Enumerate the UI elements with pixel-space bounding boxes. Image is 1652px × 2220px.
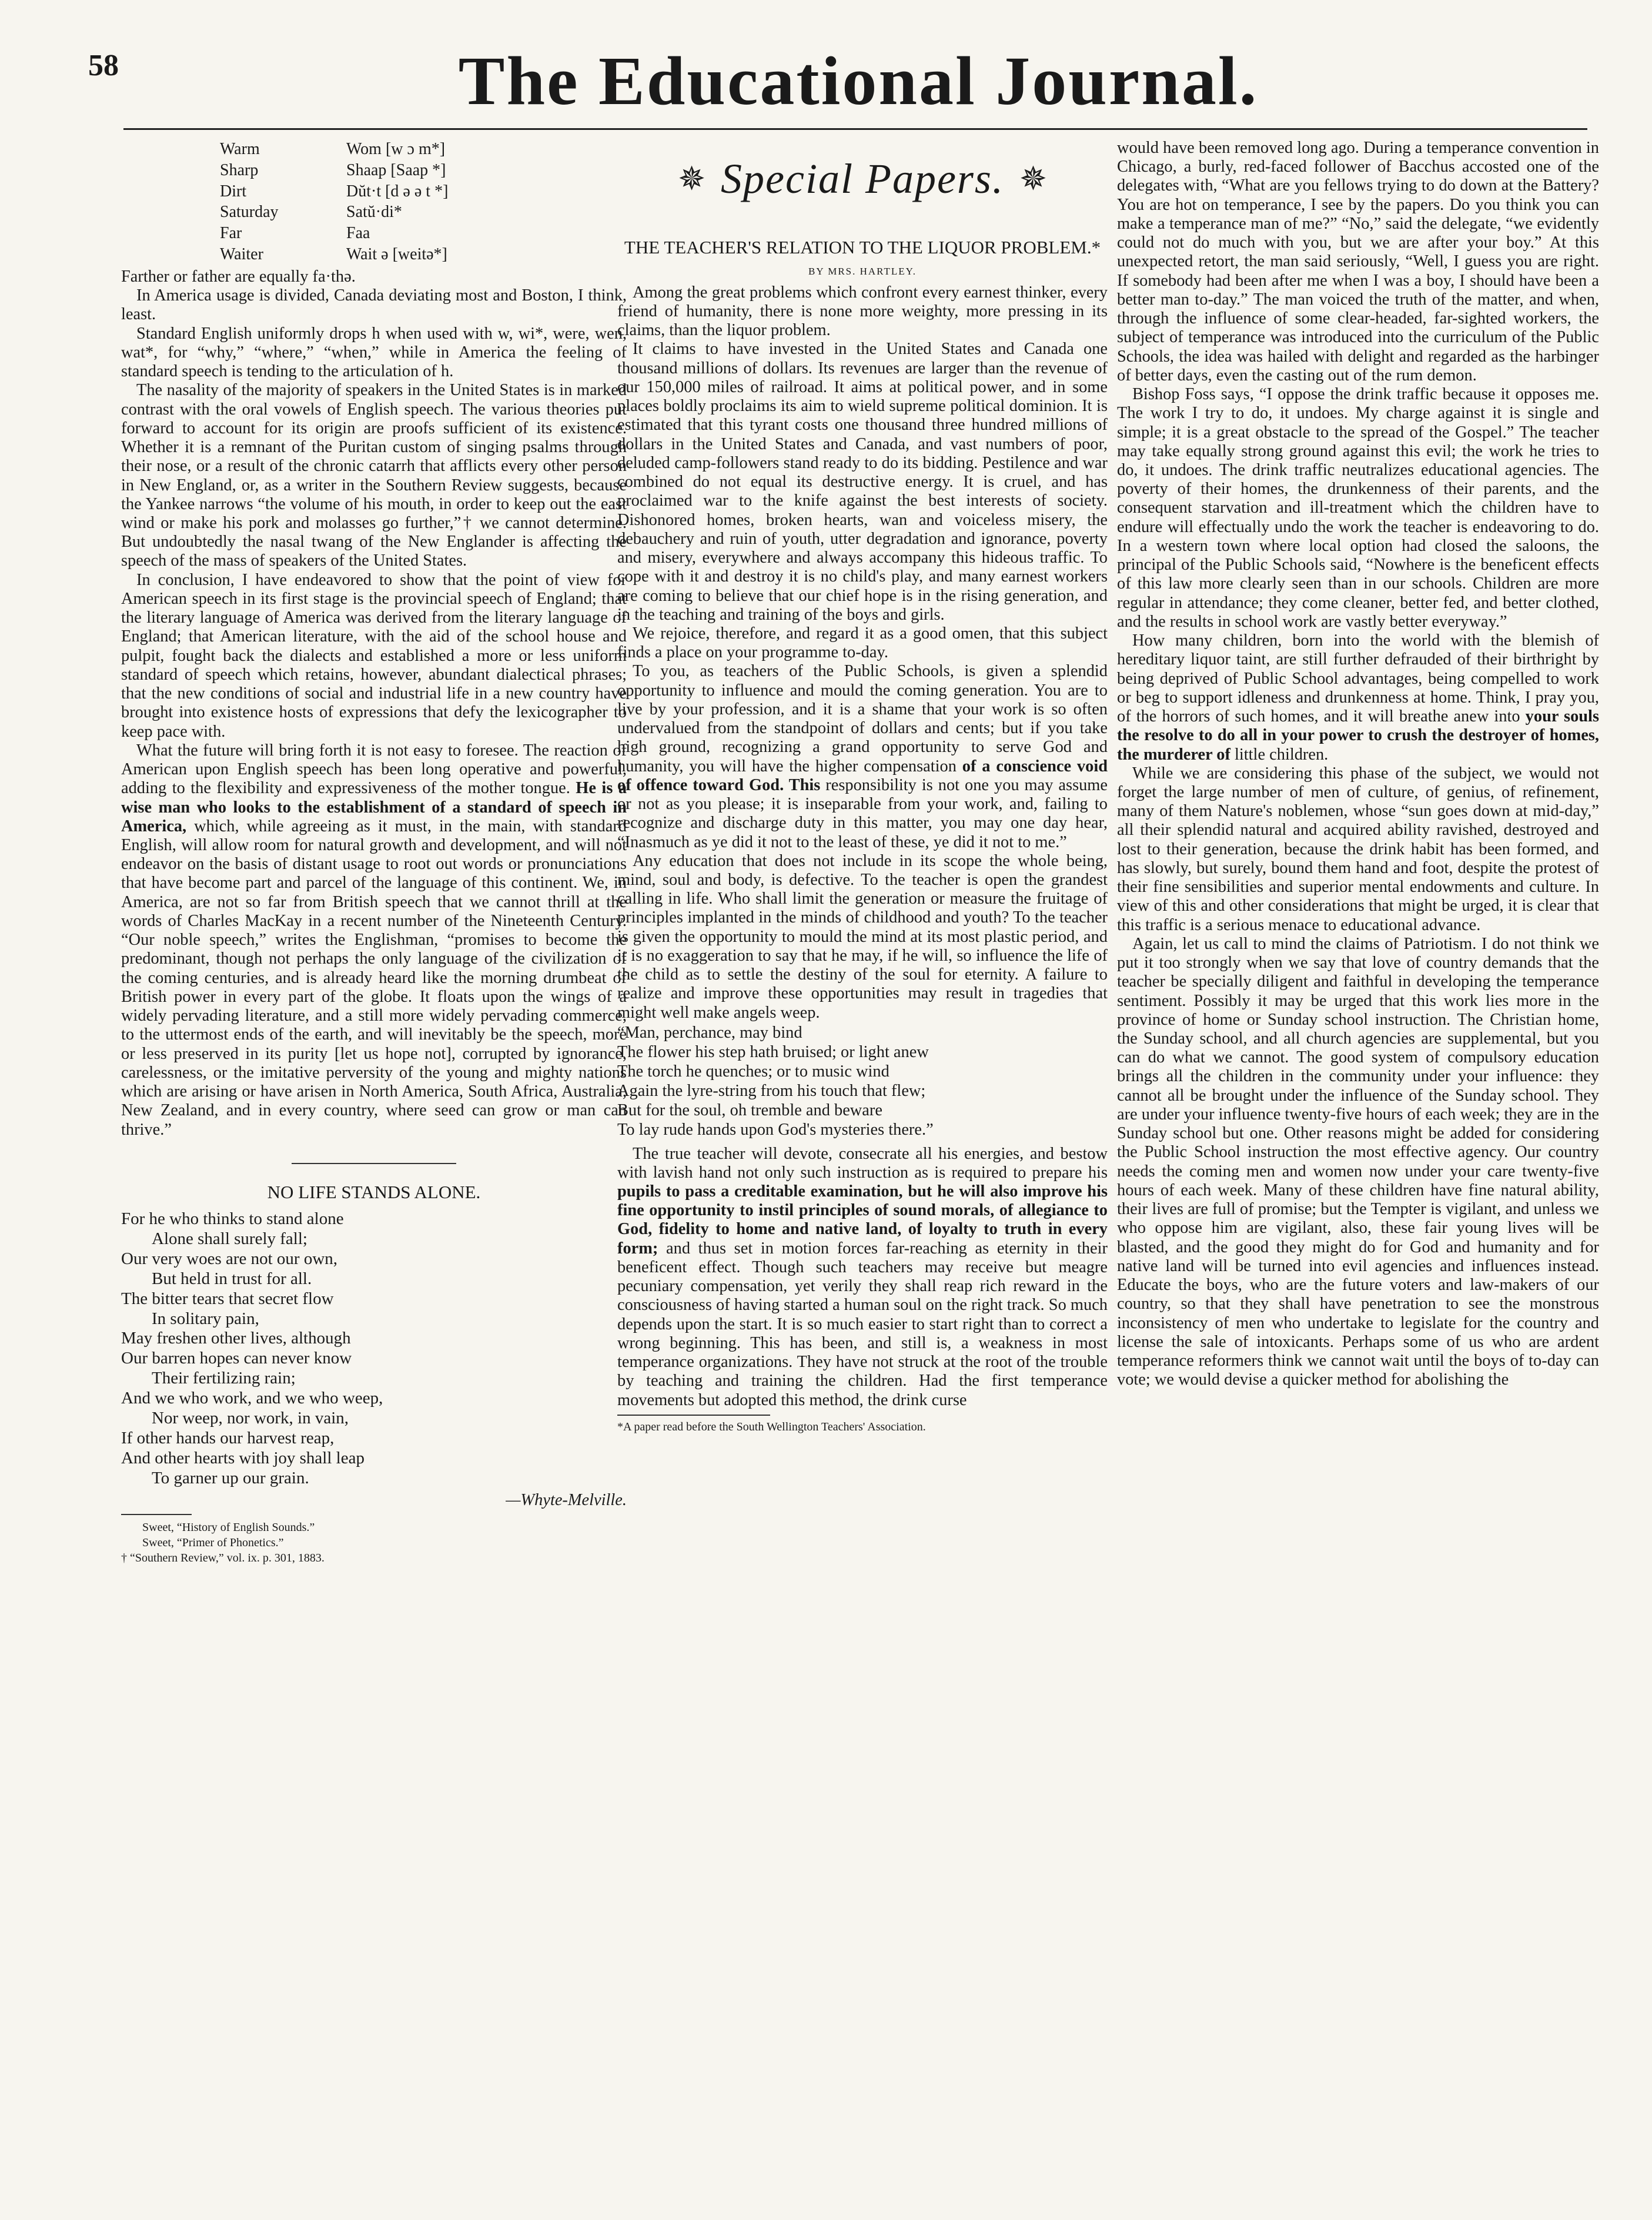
paragraph: Among the great problems which confront every earnest thinker, every friend of humanity, there is none more weighty, more pressing in its claims, than the liquor problem. (617, 283, 1108, 340)
pronunciation-row (220, 139, 627, 160)
poem-line: And other hearts with joy shall leap (121, 1448, 364, 1467)
footnote: † “Southern Review,” vol. ix. p. 301, 1883. (121, 1551, 325, 1564)
text-run: How many children, born into the world with the blemish of hereditary liquor taint, are still further defrauded of their birthright by being deprived of Public School advantages, being compelled to work or beg to support idleness and drunkenness at home. Think, I pray you, of the horrors of such homes, and it will breathe anew into (1117, 631, 1599, 726)
verse-line: To lay rude hands upon God's mysteries there.” (617, 1120, 934, 1139)
journal-masthead: The Educational Journal. (458, 42, 1259, 119)
paragraph: Bishop Foss says, “I oppose the drink traffic because it opposes me. The work I try to do, it undoes. My charge against it is single and simple; it is a great obstacle to the spread of the Gospel.” The teacher may take equally strong ground against this evil; the work he tries to do, it undoes. The drink traffic neutralizes educational agencies. The poverty of their homes, the drunkenness of their parents, and the consequent starvation and ill-treatment which the children have to endure will effectually undo the work the teacher is endeavoring to do. In a western town where local option had closed the saloons, the principal of the Public Schools said, “Nowhere is the beneficent effects of this law more clearly seen than in our schools. Children are more regular in attendance; they come cleaner, better fed, and better clothed, and the results in school work are vastly better everyway.” (1117, 385, 1599, 631)
page-number: 58 (88, 49, 119, 82)
paragraph: Farther or father are equally fa·thə. (121, 267, 356, 286)
article-byline: BY MRS. HARTLEY. (808, 266, 917, 278)
star-ornament-icon: ✵ (678, 161, 706, 198)
text-run: What the future will bring forth it is not easy to foresee. The reaction of American upon English speech has been long operative and powerful, adding to the flexibility and expressiveness of the mother tongue. (121, 741, 627, 798)
section-divider (292, 1163, 456, 1164)
paragraph: It claims to have invested in the United States and Canada one thousand millions of dollars. Its revenues are larger than the revenue of our 150,000 miles of railroad. It aims at political power, and in some places boldly proclaims its aim to wield supreme political dominion. It is estimated that this tyrant costs one thousand three hundred millions of dollars in the United States and Canada, and vast numbers of poor, deluded camp-followers stand ready to do its bidding. Pestilence and war combined do not equal its destructive energy. It is cruel, and has proclaimed war to the knife against the best interests of society. Dishonored homes, broken hearts, wan and voiceless misery, the debauchery and ruin of youth, utter degradation and ignorance, poverty and misery, everywhere and always accompany this hideous traffic. To cope with it and destroy it is no child's play, and many earnest workers are coming to believe that our chief hope is in the rising generation, and in the teaching and training of the boys and girls. (617, 340, 1108, 624)
pronunciation-value: Wait ə [weitə*] (346, 245, 447, 264)
pronunciation-word: Sharp (220, 161, 259, 179)
poem-line: The bitter tears that secret flow (121, 1289, 334, 1308)
pronunciation-row (220, 244, 627, 265)
verse-line: “Man, perchance, may bind (617, 1023, 802, 1042)
text-run: The true teacher will devote, consecrate all his energies, and bestow with lavish hand not only such instruction as is required to prepare his (617, 1144, 1108, 1182)
pronunciation-row (220, 160, 627, 181)
poem-line: And we who work, and we who weep, (121, 1389, 383, 1408)
text-run: which, while agreeing as it must, in the main, with standard English, will allow room for natural growth and development, and will not endeavor on the basis of distant usage to root out words or pronunciations that have become part and parcel of the language of this continent. We, in America, are not so far from British speech that we cannot thrill at the words of Charles MacKay in a recent number of the Nineteenth Century. “Our noble speech,” writes the Englishman, “promises to become the predominant, though not perhaps the only language of the civilization of the coming centuries, and is already heard like the morning drumbeat of British power in every part of the globe. It floats upon the wings of a widely pervading literature, and a still more widely pervading commerce, to the uttermost ends of the earth, and will inevitably be the speech, more or less preserved in its purity [let us hope not], corrupted by ignorance, carelessness, or the imitative perversity of the young and mighty nations which are arising or have arisen in North America, South Africa, Australia, New Zealand, and in every country, where seed can grow or man can thrive.” (121, 817, 627, 1139)
pronunciation-word: Dirt (220, 182, 247, 200)
paragraph (121, 741, 627, 1139)
text-run: responsibility is not one you may assume or not as you please; it is inseparable from your work, and, failing to recognize and discharge duty in this matter, you may one day hear, “Inasmuch as ye did it not to the least of these, ye did it not to me.” (617, 775, 1108, 851)
paragraph: Standard English uniformly drops h when used with w, wi*, were, wen, wat*, for “why,” “where,” “when,” while in America the feeling of standard speech is tending to the articulation of h. (121, 324, 627, 381)
pronunciation-value: Wom [w ɔ m*] (346, 140, 446, 158)
paragraph (617, 1145, 1108, 1410)
pronunciation-row (220, 223, 627, 244)
pronunciation-word: Waiter (220, 245, 263, 264)
pronunciation-row (220, 181, 627, 202)
poem-line: Alone shall surely fall; (152, 1229, 307, 1248)
verse-quote (617, 1024, 1108, 1140)
text-run: To you, as teachers of the Public Schools, is given a splendid opportunity to influence and mould the coming generation. You are to live by your profession, and it is a shame that your work is so often undervalued from the standpoint of dollars and cents; but if you take high ground, recognizing a grand opportunity to serve God and humanity, you will have the higher compensation (617, 662, 1108, 775)
poem-line: For he who thinks to stand alone (121, 1209, 344, 1228)
footnote-rule (617, 1415, 770, 1416)
bold-text-run: He is a wise man who looks to the establishment of a standard of speech in America, (121, 779, 627, 835)
poem-line: Nor weep, nor work, in vain, (152, 1409, 349, 1428)
poem-line: In solitary pain, (152, 1309, 259, 1328)
text-run: little children. (1230, 745, 1329, 764)
poem-title: NO LIFE STANDS ALONE. (267, 1181, 481, 1202)
paragraph (617, 662, 1108, 851)
bold-text-run: of a conscience void of offence toward God. This (617, 757, 1108, 794)
footnote: *A paper read before the South Wellington Teachers' Association. (617, 1420, 926, 1433)
pronunciation-word: Far (220, 224, 242, 243)
paragraph: The nasality of the majority of speakers in the United States is in marked contrast with the oral vowels of English speech. The various theories put forward to account for its origin are proofs sufficient of its existence. Whether it is a remnant of the Puritan custom of singing psalms through their nose, or a result of the chronic catarrh that afflicts every other person in New England, or, as a writer in the Southern Review suggests, because the Yankee narrows “the volume of his mouth, in order to keep out the east wind or make his pork and molasses go further,”† we cannot determine. But undoubtedly the nasal twang of the New Englander is affecting the speech of the mass of speakers of the United States. (121, 381, 627, 570)
paragraph: While we are considering this phase of the subject, we would not forget the large number of men of culture, of genius, of refinement, many of them Nature's noblemen, whose “sun goes down at mid-day,” all their splendid natural and acquired ability ravished, destroyed and lost to their generation, because the drink habit has been formed, and has slowly, but surely, bound them hand and foot, despite the protest of their fine sensibilities and superior mental endowments and culture. In view of this and other considerations that might be urged, it is clear that this traffic is a serious menace to educational advance. (1117, 764, 1599, 934)
poem (121, 1209, 627, 1489)
column-left (121, 139, 627, 2173)
footnote-rule (121, 1514, 192, 1515)
bold-text-run: pupils to pass a creditable examination, but he will also improve his fine opportunity to instil principles of sound morals, of allegiance to God, fidelity to home and native land, of loyalty to truth in every form; (617, 1182, 1108, 1258)
paragraph: Again, let us call to mind the claims of Patriotism. I do not think we put it too strongly when we say that love of country demands that the teacher be specially diligent and faithful in developing the temperance sentiment. Possibly it may be urged that this work lies more in the province of home or Sunday school instruction. The Christian home, the Sunday school, and all church agencies are supplemental, but you can do what we cannot. The good system of compulsory education brings all the children in the community under your influence: they cannot all be brought under the influence of the Sunday school. They are under your influence twenty-five hours of each week; they are in the Sunday school but one. Other reasons might be added for considering the Public School instruction the most effective agency. Our country needs the coming men and women now under your care twenty-five hours of each week. Many of these children have fine natural ability, their lives are full of promise; but the Tempter is vigilant, and unless we who oppose him are vigilant, also, these fair young lives will be blasted, and the good they might do for God and humanity and for native land will be turned into evil agencies and influences instead. Educate the boys, who are the future voters and law-makers of our country, so that they shall have penetration to see the monstrous inconsistency of men who undertake to legislate for the country and license the sale of intoxicants. Perhaps some of us who are ardent temperance reformers think we cannot wait until the boys of to-day can vote; we would devise a quicker method for abolishing the (1117, 934, 1599, 1389)
column-middle (617, 139, 1108, 2173)
paragraph: In conclusion, I have endeavored to show that the point of view for American speech in its first stage is the provincial speech of England; that the literary language of America was derived from the literary language of England; that American literature, with the aid of the school house and pulpit, fought back the dialects and established a more or less uniform standard of speech which retains, however, abundant dialectical phrases; that the new conditions of social and industrial life in a new country have brought into existence hosts of expressions that defy the lexicographer to keep pace with. (121, 570, 627, 741)
footnote: Sweet, “History of English Sounds.” (142, 1520, 315, 1534)
star-ornament-icon: ✵ (1019, 161, 1047, 198)
column-right (1117, 139, 1599, 2173)
paragraph: In America usage is divided, Canada deviating most and Boston, I think, least. (121, 286, 627, 324)
poem-line: To garner up our grain. (152, 1468, 309, 1487)
pronunciation-word: Saturday (220, 203, 279, 222)
verse-line: But for the soul, oh tremble and beware (617, 1101, 882, 1119)
bold-text-run: your souls the resolve to do all in your power to crush the destroyer of homes, the murderer of (1117, 707, 1599, 764)
article-title: THE TEACHER'S RELATION TO THE LIQUOR PROBLEM.* (624, 236, 1101, 258)
verse-line: The flower his step hath bruised; or light anew (617, 1042, 929, 1061)
text-run: and thus set in motion forces far-reaching as eternity in their beneficent effect. Though such teachers may receive but meagre pecuniary compensation, yet verily they shall reap rich reward in the consciousness of having started a human soul on the right track. So much depends upon the start. It is so much easier to start right than to correct a wrong beginning. This has been, and still is, a weakness in most temperance organizations. They have not struck at the root of the trouble by teaching and training the children. Had the first temperance movements but adopted this method, the drink curse (617, 1239, 1108, 1409)
pronunciation-row (220, 202, 627, 223)
section-banner (617, 155, 1108, 203)
pronunciation-value: Satŭ·di* (346, 203, 402, 222)
poem-attribution: —Whyte-Melville. (506, 1490, 627, 1509)
poem-line: Our barren hopes can never know (121, 1349, 352, 1368)
paragraph: Any education that does not include in its scope the whole being, mind, soul and body, is defective. To the teacher is open the grandest calling in life. Who shall limit the generation or measure the fruitage of principles implanted in the minds of childhood and youth? To the teacher is given the opportunity to mould the mind at its most plastic period, and it is no exaggeration to say that he may, if he will, so influence the life of the child as to settle the destiny of the soul for eternity. A failure to realize and improve these opportunities may result in tragedies that might well make angels weep. (617, 851, 1108, 1022)
pronunciation-value: Shaap [Saap *] (346, 161, 446, 179)
poem-line: If other hands our harvest reap, (121, 1429, 335, 1448)
pronunciation-table (220, 139, 627, 265)
pronunciation-value: Dŭt·t [d ə ə t *] (346, 182, 449, 200)
poem-line: Our very woes are not our own, (121, 1249, 338, 1268)
paragraph (1117, 631, 1599, 764)
header-rule (123, 128, 1587, 130)
verse-line: The torch he quenches; or to music wind (617, 1062, 889, 1081)
poem-line: Their fertilizing rain; (152, 1369, 296, 1388)
paragraph: We rejoice, therefore, and regard it as a good omen, that this subject finds a place on your programme to-day. (617, 624, 1108, 662)
footnote: Sweet, “Primer of Phonetics.” (142, 1536, 284, 1549)
pronunciation-value: Faa (346, 224, 370, 243)
poem-line: May freshen other lives, although (121, 1329, 351, 1348)
paragraph: would have been removed long ago. During a temperance convention in Chicago, a burly, red-faced follower of Bacchus accosted one of the delegates with, “What are you fellows trying to do down at the Battery? You are hot on temperance, I see by the papers. Do you think you can make a temperance man of me?” “No,” said the delegate, “we evidently could not do much with you, but we are after your boy.” At this unexpected retort, the man said seriously, “Well, I guess you are right. If somebody had been after me when I was a boy, I should have been a better man to-day.” The man voiced the truth of the matter, and when, through the influence of some clear-headed, far-sighted workers, the subject of temperance was introduced into the curriculum of the Public Schools, the idea was hailed with delight and regarded as the harbinger of better days, even the casting out of the rum demon. (1117, 139, 1599, 385)
pronunciation-word: Warm (220, 140, 260, 158)
section-banner-title: Special Papers. (721, 155, 1004, 202)
verse-line: Again the lyre-string from his touch that flew; (617, 1081, 926, 1100)
poem-line: But held in trust for all. (152, 1269, 312, 1288)
